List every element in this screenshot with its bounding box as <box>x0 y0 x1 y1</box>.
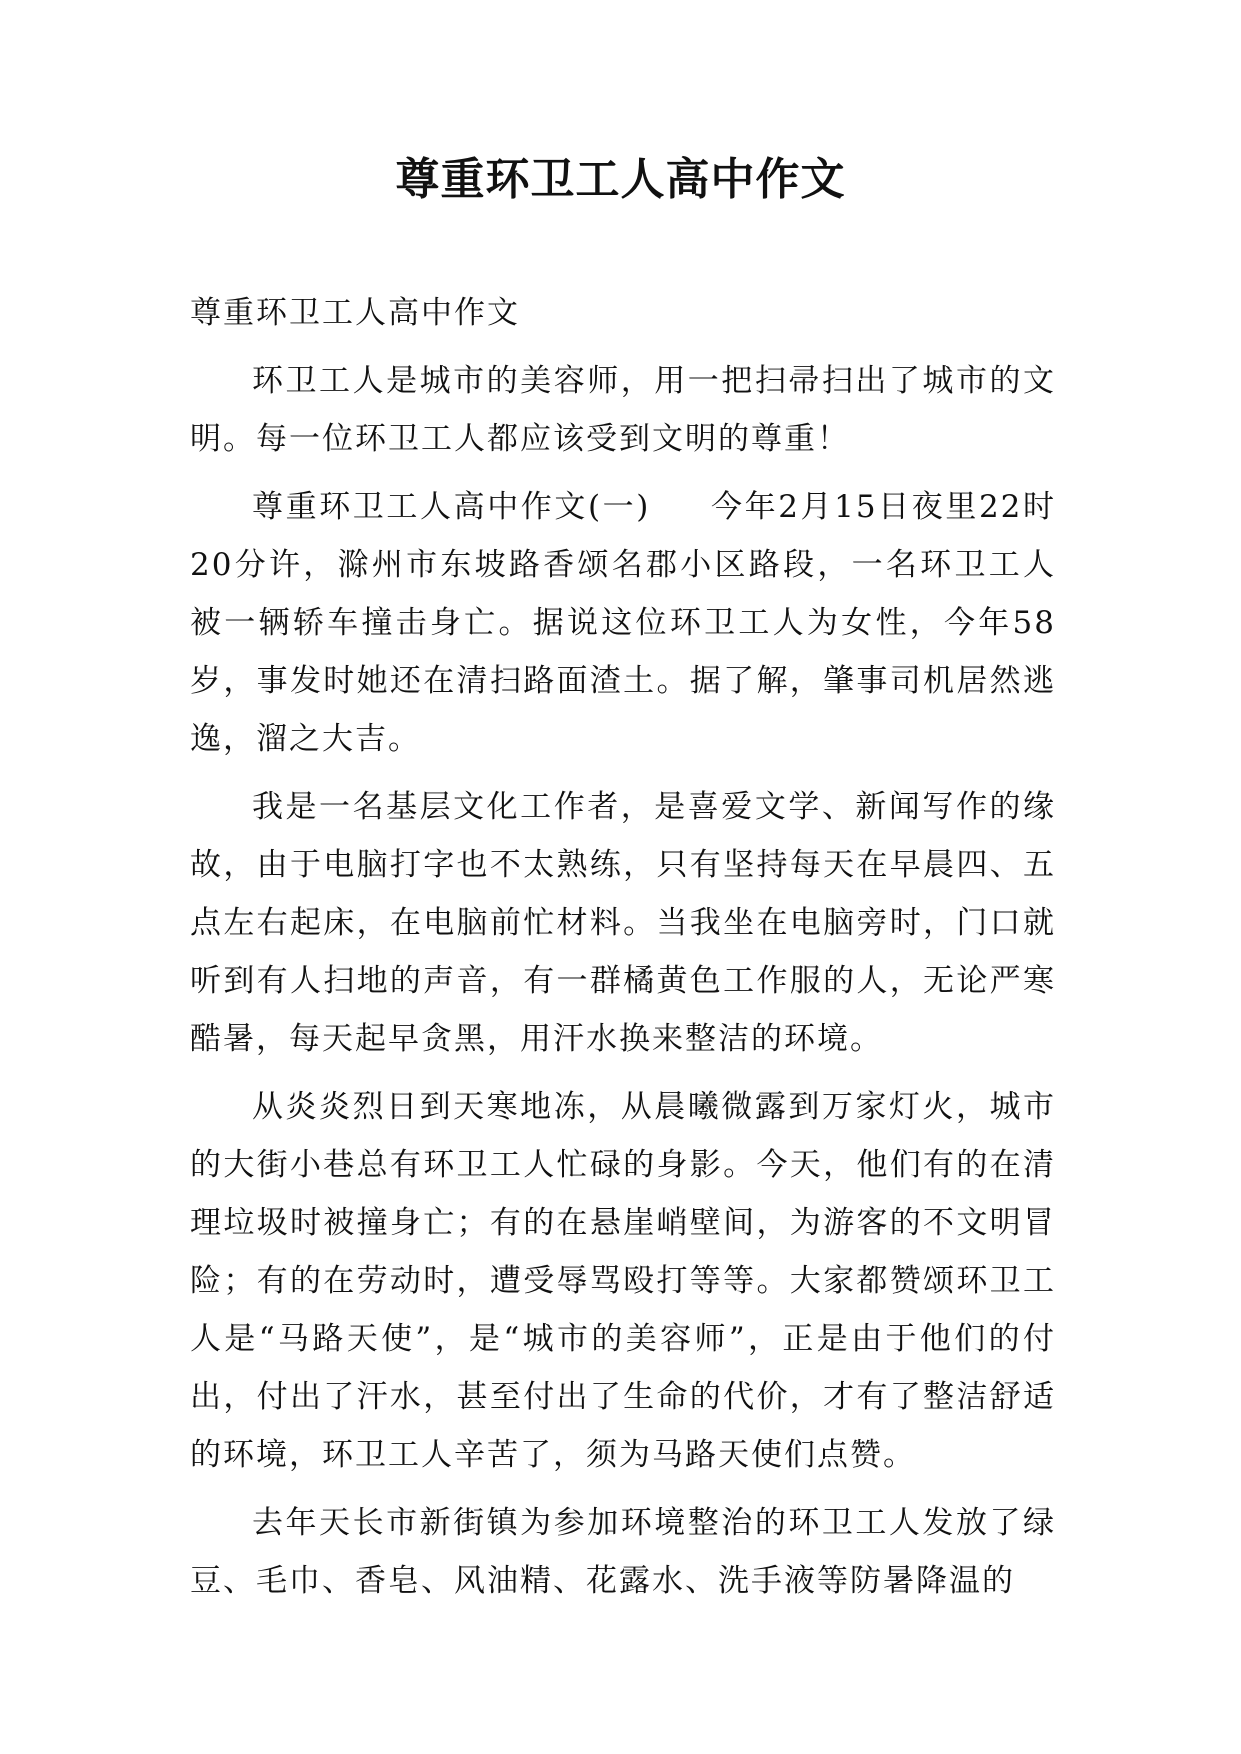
section-one-text: 今年2月15日夜里22时20分许，滁州市东坡路香颂名郡小区路段，一名环卫工人被一辆轿车撞击身亡。据说这位环卫工人为女性，今年58岁，事发时她还在清扫路面渣土。据了解，肇事司机居然逃逸，溜之大吉。 <box>190 489 1056 757</box>
paragraph-author-experience: 我是一名基层文化工作者，是喜爱文学、新闻写作的缘故，由于电脑打字也不太熟练，只有坚持每天在早晨四、五点左右起床，在电脑前忙材料。当我坐在电脑旁时，门口就听到有人扫地的声音，有一群橘黄色工作服的人，无论严寒酷暑，每天起早贪黑，用汗水换来整洁的环境。 <box>190 789 1056 1057</box>
document-body <box>190 284 1056 1620</box>
paragraph-street-workers: 从炎炎烈日到天寒地冻，从晨曦微露到万家灯火，城市的大街小巷总有环卫工人忙碌的身影。今天，他们有的在清理垃圾时被撞身亡；有的在悬崖峭壁间，为游客的不文明冒险；有的在劳动时，遭受辱骂殴打等等。大家都赞颂环卫工人是“马路天使”，是“城市的美容师”，正是由于他们的付出，付出了汗水，甚至付出了生命的代价，才有了整洁舒适的环境，环卫工人辛苦了，须为马路天使们点赞。 <box>190 1089 1056 1473</box>
document-subtitle: 尊重环卫工人高中作文 <box>190 295 520 331</box>
paragraph-section-one <box>190 478 1056 768</box>
section-one-heading: 尊重环卫工人高中作文(一) <box>252 489 651 525</box>
paragraph-intro: 环卫工人是城市的美容师，用一把扫帚扫出了城市的文明。每一位环卫工人都应该受到文明的尊重！ <box>190 363 1056 457</box>
document-title: 尊重环卫工人高中作文 <box>395 154 846 205</box>
paragraph-tianchang: 去年天长市新街镇为参加环境整治的环卫工人发放了绿豆、毛巾、香皂、风油精、花露水、洗手液等防暑降温的 <box>190 1505 1056 1599</box>
